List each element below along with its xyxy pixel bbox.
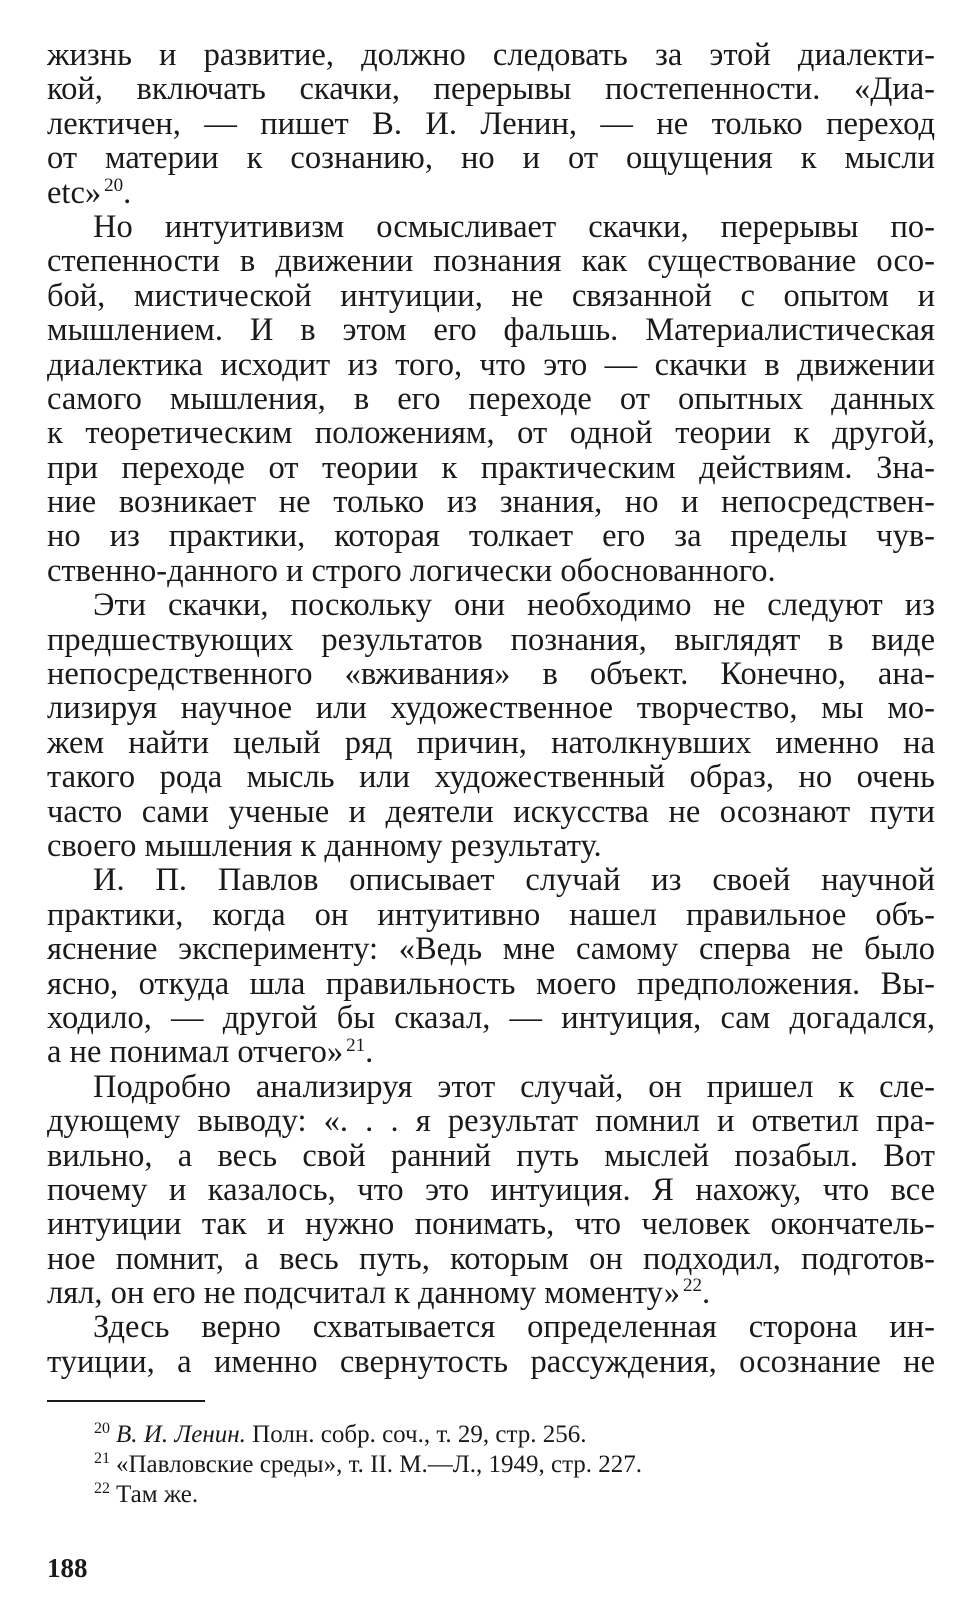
text-line: [47, 829, 935, 863]
line-text: яснение эксперименту: «Ведь мне самому сперва не было: [47, 931, 935, 968]
line-text: от материи к сознанию, но и от ощущения к мысли: [47, 140, 935, 177]
text-line: [47, 760, 935, 794]
text-line: [47, 623, 935, 657]
line-text: своего мышления к данному результату.: [47, 827, 602, 864]
text-line: [47, 588, 935, 622]
text-line: [47, 863, 935, 897]
line-text: бой, мистической интуиции, не связанной с опытом и: [47, 277, 935, 314]
main-text: [47, 38, 935, 1379]
text-line: [47, 107, 935, 141]
text-line: [47, 1345, 935, 1379]
text-line: [47, 1276, 935, 1310]
footnote-text: «Павловские среды», т. II. М.—Л., 1949, стр. 227.: [116, 1451, 643, 1478]
line-text: но из практики, которая толкает его за пределы чув-: [47, 518, 935, 555]
line-text: Здесь верно схватывается определенная сторона ин-: [93, 1309, 935, 1346]
text-line: [47, 1310, 935, 1344]
text-line: [47, 279, 935, 313]
footnote: [94, 1480, 894, 1510]
text-line: [47, 519, 935, 553]
line-text: Эти скачки, поскольку они необходимо не следуют из: [93, 587, 935, 624]
text-line: [47, 1242, 935, 1276]
text-line: [47, 348, 935, 382]
text-line: [47, 141, 935, 175]
text-line: [47, 416, 935, 450]
text-line: [47, 210, 935, 244]
line-text: часто сами ученые и деятели искусства не осознают пути: [47, 793, 935, 830]
text-line: [47, 1173, 935, 1207]
text-line: [47, 1035, 935, 1069]
text-line: [47, 382, 935, 416]
line-text: лектичен, — пишет В. И. Ленин, — не только переход: [47, 105, 935, 142]
text-line: [47, 795, 935, 829]
line-text: при переходе от теории к практическим действиям. Зна-: [47, 449, 935, 486]
line-text: ное помнит, а весь путь, которым он подходил, подготов-: [47, 1240, 935, 1277]
line-text: такого рода мысль или художественный образ, но очень: [47, 759, 935, 796]
footnote-reference: 22: [682, 1275, 702, 1297]
line-text: Но интуитивизм осмысливает скачки, перерывы по-: [93, 208, 935, 245]
line-text: практики, когда он интуитивно нашел правильное объ-: [47, 896, 935, 933]
line-text: непосредственного «вживания» в объект. Конечно, ана-: [47, 656, 935, 693]
line-text: кой, включать скачки, перерывы постепенности. «Диа-: [47, 71, 935, 108]
text-line: [47, 1070, 935, 1104]
text-line: [47, 313, 935, 347]
line-text: а не понимал отчего»: [47, 1034, 344, 1071]
text-line: [47, 554, 935, 588]
line-text: ние возникает не только из знания, но и непосредствен-: [47, 484, 935, 521]
line-text: дующему выводу: «. . . я результат помнил и ответил пра-: [47, 1103, 935, 1140]
text-line: [47, 485, 935, 519]
line-text: Подробно анализируя этот случай, он пришел к сле-: [93, 1068, 935, 1105]
footnote-separator: [47, 1400, 205, 1402]
footnote: [94, 1450, 894, 1480]
text-line: [47, 451, 935, 485]
text-line: [47, 1001, 935, 1035]
text-line: [47, 244, 935, 278]
line-text: самого мышления, в его переходе от опытных данных: [47, 380, 935, 417]
footnote-number: 22: [94, 1479, 110, 1497]
text-line: [47, 691, 935, 725]
footnote-reference: 20: [104, 174, 124, 196]
line-text: к теоретическим положениям, от одной теории к другой,: [47, 415, 935, 452]
line-text: вильно, а весь свой ранний путь мыслей позабыл. Вот: [47, 1137, 935, 1174]
text-line: [47, 726, 935, 760]
text-line: [47, 72, 935, 106]
line-text: лизируя научное или художественное творчество, мы мо-: [47, 690, 935, 727]
text-line: [47, 176, 935, 210]
line-text: туиции, а именно свернутость рассуждения, осознание не: [47, 1343, 935, 1380]
text-line: [47, 38, 935, 72]
line-text: жизнь и развитие, должно следовать за этой диалекти-: [47, 37, 935, 73]
line-text: ственно-данного и строго логически обоснованного.: [47, 552, 776, 589]
line-text: степенности в движении познания как существование осо-: [47, 243, 935, 280]
line-text: ходило, — другой бы сказал, — интуиция, сам догадался,: [47, 999, 935, 1036]
text-line: [47, 657, 935, 691]
line-text: диалектика исходит из того, что это — скачки в движении: [47, 346, 935, 383]
footnote: [94, 1420, 894, 1450]
line-text: ясно, откуда шла правильность моего предположения. Вы-: [47, 965, 935, 1002]
text-line: [47, 1104, 935, 1138]
footnote-text: Там же.: [116, 1481, 199, 1508]
line-text: почему и казалось, что это интуиция. Я нахожу, что все: [47, 1171, 935, 1208]
line-punctuation: .: [701, 1275, 711, 1312]
text-line: [47, 967, 935, 1001]
line-text: предшествующих результатов познания, выглядят в виде: [47, 621, 935, 658]
footnotes: [94, 1420, 894, 1510]
page-number: 188: [47, 1553, 88, 1583]
line-text: И. П. Павлов описывает случай из своей научной: [93, 862, 935, 899]
footnote-number: 20: [94, 1419, 110, 1437]
text-line: [47, 1207, 935, 1241]
footnote-number: 21: [94, 1449, 110, 1467]
line-text: жем найти целый ряд причин, натолкнувших именно на: [47, 724, 935, 761]
text-line: [47, 898, 935, 932]
line-text: etc»: [47, 174, 102, 211]
footnote-text: Полн. собр. соч., т. 29, стр. 256.: [245, 1421, 587, 1448]
text-line: [47, 932, 935, 966]
line-punctuation: .: [123, 174, 132, 211]
line-punctuation: .: [365, 1034, 374, 1071]
footnote-reference: 21: [346, 1034, 366, 1056]
text-line: [47, 1139, 935, 1173]
line-text: интуиции так и нужно понимать, что человек окончатель-: [47, 1206, 935, 1243]
line-text: лял, он его не подсчитал к данному моменту»: [47, 1275, 680, 1312]
line-text: мышлением. И в этом его фальшь. Материалистическая: [47, 312, 935, 349]
footnote-author: В. И. Ленин.: [116, 1421, 246, 1448]
